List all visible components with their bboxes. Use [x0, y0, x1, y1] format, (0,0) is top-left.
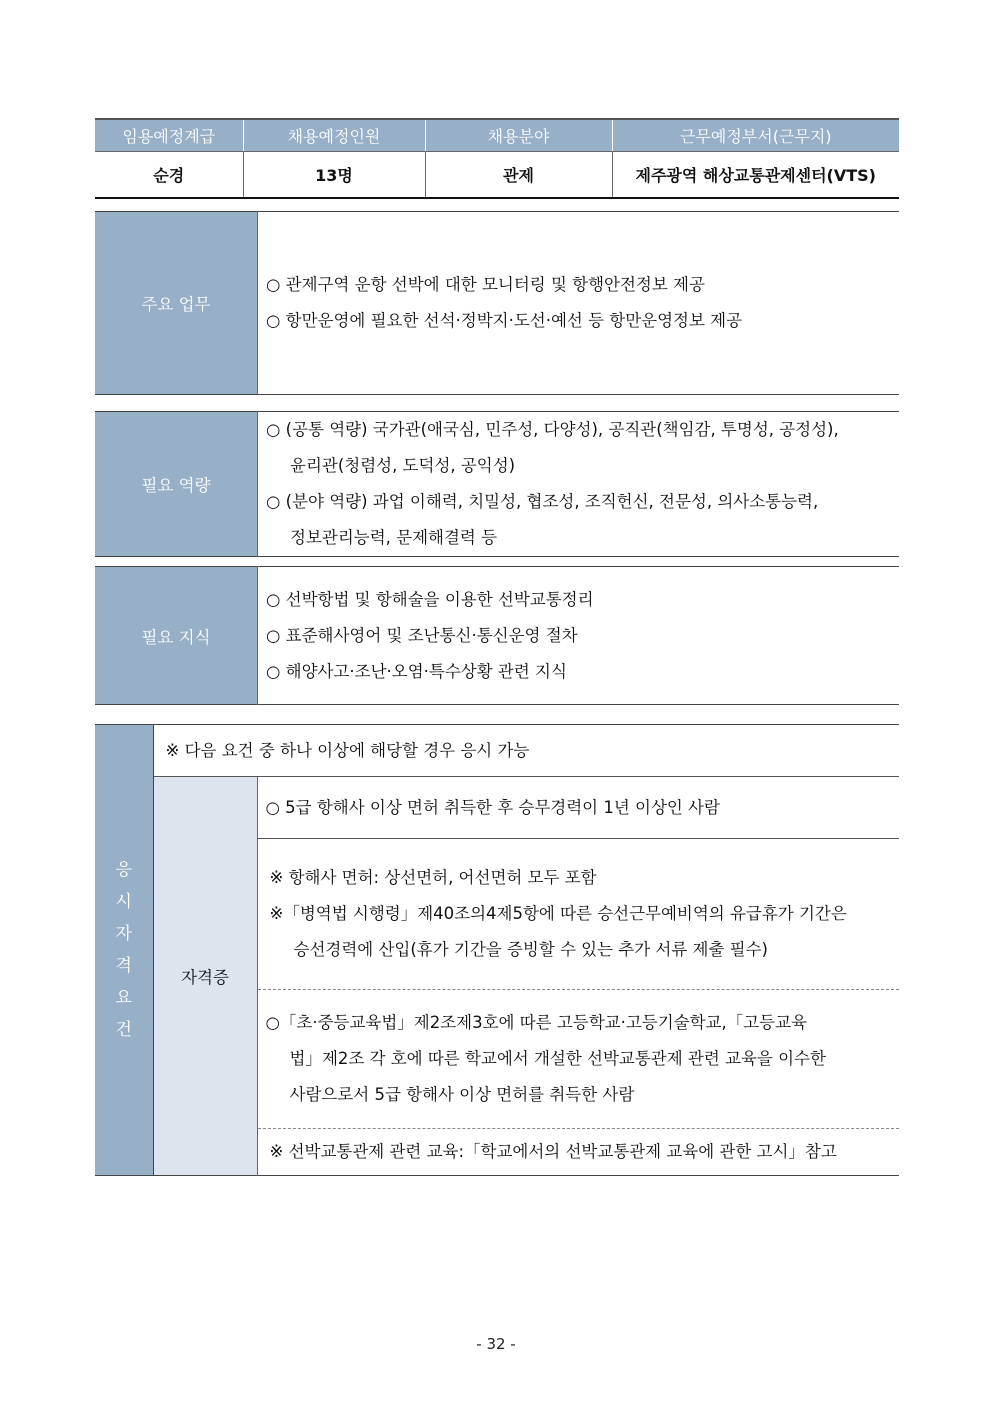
competency-line: 윤리관(청렴성, 도덕성, 공익성)	[290, 456, 516, 475]
duties-block	[95, 211, 899, 395]
competency-line: ○ (공통 역량) 국가관(애국심, 민주성, 다양성), 공직관(책임감, 투명성, 공정성),	[266, 420, 839, 439]
competency-block	[95, 411, 899, 557]
qualification-notes-1	[257, 839, 899, 990]
value-headcount: 13명	[243, 152, 425, 199]
item2-line: 법」제2조 각 호에 따른 학교에서 개설한 선박교통관제 관련 교육을 이수한	[289, 1049, 826, 1068]
knowledge-content	[258, 567, 900, 705]
knowledge-block	[95, 566, 899, 705]
note-line: ※「병역법 시행령」제40조의4제5항에 따른 승선근무예비역의 유급휴가 기간은	[269, 904, 847, 923]
value-department: 제주광역 해상교통관제센터(VTS)	[635, 166, 876, 185]
header-field: 채용분야	[425, 119, 612, 152]
competency-label: 필요 역량	[95, 412, 258, 557]
item2-line: 사람으로서 5급 항해사 이상 면허를 취득한 사람	[289, 1085, 635, 1104]
value-field: 관제	[425, 152, 612, 199]
duties-label: 주요 업무	[95, 212, 258, 395]
page-number: - 32 -	[476, 1335, 516, 1353]
header-rank: 임용예정계급	[95, 119, 243, 152]
competency-line: ○ (분야 역량) 과업 이해력, 치밀성, 협조성, 조직헌신, 전문성, 의사소통능력,	[266, 492, 819, 511]
value-rank: 순경	[95, 152, 243, 199]
header-headcount: 채용예정인원	[243, 119, 425, 152]
qualification-item-1: ○ 5급 항해사 이상 면허 취득한 후 승무경력이 1년 이상인 사람	[257, 777, 899, 839]
item2-line: ○「초·중등교육법」제2조제3호에 따른 고등학교·고등기술학교,「고등교육	[265, 1013, 807, 1032]
qualification-table	[95, 724, 899, 1176]
duty-line: ○ 관제구역 운항 선박에 대한 모니터링 및 항행안전정보 제공	[266, 275, 705, 294]
header-department: 근무예정부서(근무지)	[612, 119, 899, 152]
knowledge-line: ○ 선박항법 및 항해술을 이용한 선박교통정리	[266, 589, 594, 609]
duty-line: ○ 항만운영에 필요한 선석·정박지·도선·예선 등 항만운영정보 제공	[266, 311, 743, 330]
recruitment-summary-table	[95, 118, 899, 199]
knowledge-line: ○ 해양사고·조난·오염·특수상황 관련 지식	[266, 661, 567, 681]
certificate-label: 자격증	[153, 777, 257, 1176]
competency-line: 정보관리능력, 문제해결력 등	[290, 528, 498, 547]
duties-content	[258, 212, 900, 395]
knowledge-label: 필요 지식	[95, 567, 258, 705]
qualification-note-2: ※ 선박교통관제 관련 교육:「학교에서의 선박교통관제 교육에 관한 고시」참고	[269, 1142, 837, 1161]
qualification-item-2	[257, 990, 899, 1129]
knowledge-line: ○ 표준해사영어 및 조난통신·통신운영 절차	[266, 625, 578, 645]
note-line: 승선경력에 산입(휴가 기간을 증빙할 수 있는 추가 서류 제출 필수)	[293, 940, 768, 959]
qualification-intro: ※ 다음 요건 중 하나 이상에 해당할 경우 응시 가능	[153, 725, 899, 777]
qualification-label: 응 시 자 격 요 건	[95, 725, 153, 1176]
competency-content	[258, 412, 900, 557]
note-line: ※ 항해사 면허: 상선면허, 어선면허 모두 포함	[269, 868, 597, 887]
